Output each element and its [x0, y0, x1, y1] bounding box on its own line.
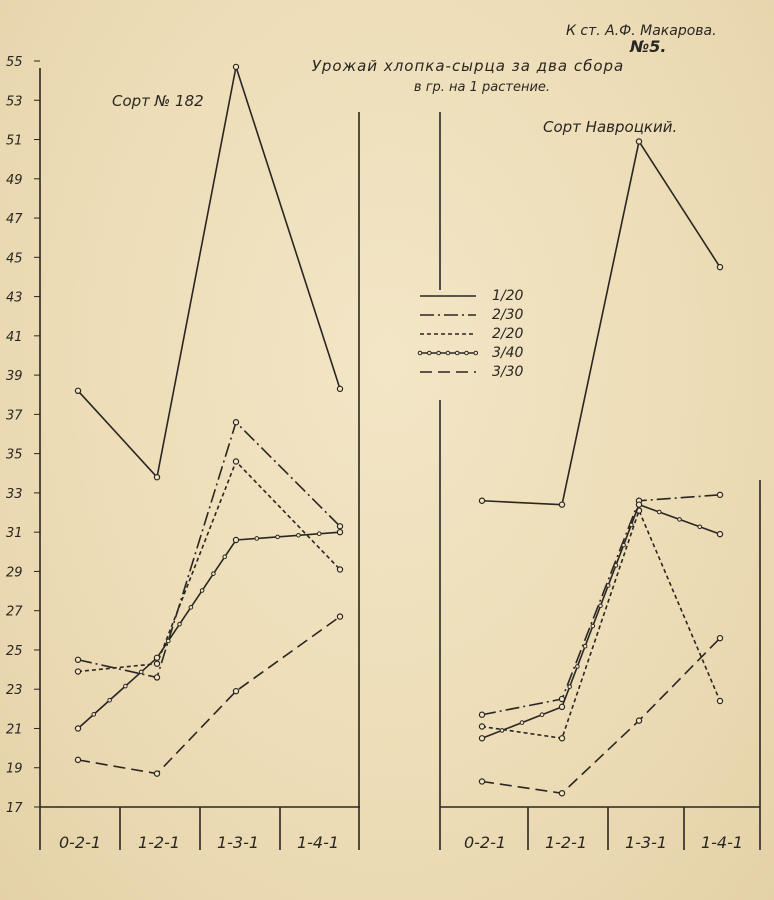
left-series-2-line: [78, 422, 340, 677]
right-series-4-bead: [606, 584, 610, 588]
right-series-5-point: [559, 791, 564, 796]
legend-swatch-bead: [455, 351, 459, 355]
left-series-5-line: [78, 617, 340, 774]
right-series-4-bead: [698, 525, 702, 529]
left-series-5-point: [75, 757, 80, 762]
left-series-2-point: [75, 657, 80, 662]
legend-label: 1/20: [492, 288, 524, 304]
right-series-3-point: [559, 736, 564, 741]
left-series-4-line: [78, 532, 340, 728]
y-tick-label: 31: [6, 526, 23, 542]
y-tick-label: 41: [6, 329, 23, 345]
right-series-5-line: [482, 638, 720, 793]
left-series-2-point: [233, 420, 238, 425]
legend-swatch-bead: [474, 351, 478, 355]
y-tick-label: 47: [6, 212, 23, 228]
y-tick-label: 29: [6, 565, 23, 581]
left-x-tick: 1-4-1: [296, 833, 340, 852]
legend: [418, 288, 523, 380]
left-series-4-bead: [276, 535, 280, 539]
y-tick-label: 39: [6, 369, 23, 385]
y-tick-label: 27: [6, 604, 23, 620]
right-series-3-line: [482, 511, 720, 739]
legend-swatch-bead: [446, 351, 450, 355]
right-series-group: [479, 139, 722, 796]
right-series-1-point: [559, 502, 564, 507]
left-series-1-point: [154, 475, 159, 480]
legend-swatch-bead: [437, 351, 441, 355]
right-series-4-bead: [540, 713, 544, 717]
left-series-4-bead: [124, 684, 128, 688]
left-series-4-point: [75, 726, 80, 731]
left-series-4-bead: [212, 572, 216, 576]
y-tick-label: 45: [6, 251, 23, 267]
y-tick-label: 37: [6, 408, 23, 424]
right-series-3-point: [717, 698, 722, 703]
right-x-tick: 1-2-1: [544, 833, 588, 852]
left-series-3-point: [75, 669, 80, 674]
figure-number: №5.: [630, 37, 667, 56]
right-series-1-point: [717, 265, 722, 270]
legend-label: 3/40: [492, 345, 524, 361]
left-series-2-point: [337, 524, 342, 529]
left-series-4-point: [233, 537, 238, 542]
right-series-1-point: [479, 498, 484, 503]
left-series-4-bead: [166, 639, 170, 643]
right-series-4-bead: [583, 644, 587, 648]
y-tick-label: 25: [6, 643, 23, 659]
right-series-4-bead: [520, 721, 524, 725]
left-series-5-point: [233, 689, 238, 694]
right-series-5-point: [717, 636, 722, 641]
right-series-4-bead: [599, 604, 603, 608]
right-series-5-point: [636, 718, 641, 723]
left-series-3-point: [233, 459, 238, 464]
legend-label: 3/30: [492, 364, 524, 380]
right-series-5-point: [479, 779, 484, 784]
y-tick-label: 35: [6, 447, 23, 463]
left-series-1-point: [337, 386, 342, 391]
right-x-tick: 0-2-1: [463, 833, 507, 852]
left-series-3-line: [78, 461, 340, 671]
legend-swatch-bead: [428, 351, 432, 355]
right-series-2-point: [717, 492, 722, 497]
y-tick-label: 49: [6, 172, 23, 188]
right-series-4-point: [559, 704, 564, 709]
left-series-2-point: [154, 675, 159, 680]
left-x-tick: 0-2-1: [58, 833, 102, 852]
left-series-1-point: [75, 388, 80, 393]
y-tick-label: 53: [6, 94, 23, 110]
right-series-4-bead: [591, 624, 595, 628]
right-series-4-bead: [630, 523, 634, 527]
legend-label: 2/30: [492, 307, 524, 323]
right-series-1-point: [636, 139, 641, 144]
left-series-4-bead: [139, 670, 143, 674]
left-x-tick: 1-3-1: [216, 833, 260, 852]
chart-subtitle: в гр. на 1 растение.: [413, 80, 551, 95]
left-series-4-bead: [92, 713, 96, 717]
right-series-4-point: [717, 532, 722, 537]
right-series-4-bead: [622, 543, 626, 547]
y-ticks: [6, 55, 40, 816]
left-series-4-point: [337, 530, 342, 535]
left-series-4-bead: [200, 589, 204, 593]
panel-title-right: Сорт Навроцкий.: [543, 118, 678, 136]
y-tick-label: 19: [6, 761, 23, 777]
right-series-4-bead: [500, 729, 504, 733]
right-series-4-bead: [657, 510, 661, 514]
y-tick-label: 21: [6, 722, 23, 738]
right-series-2-point: [479, 712, 484, 717]
axes: [40, 68, 760, 850]
right-series-4-bead: [576, 665, 580, 669]
left-x-ticks: [59, 833, 339, 852]
right-series-4-bead: [678, 518, 682, 522]
right-series-4-point: [636, 502, 641, 507]
right-x-tick: 1-4-1: [700, 833, 744, 852]
right-series-4-point: [479, 736, 484, 741]
left-series-4-bead: [297, 533, 301, 537]
right-series-3-point: [479, 724, 484, 729]
left-series-4-bead: [317, 532, 321, 536]
left-series-1-point: [233, 64, 238, 69]
y-tick-label: 51: [6, 133, 23, 149]
left-series-1-line: [78, 67, 340, 477]
y-tick-label: 43: [6, 290, 23, 306]
y-tick-label: 55: [6, 55, 23, 70]
chart-title: Урожай хлопка-сырца за два сбора: [311, 57, 625, 75]
left-series-4-bead: [189, 606, 193, 610]
right-series-4-bead: [568, 685, 572, 689]
left-series-4-bead: [108, 698, 112, 702]
right-x-tick: 1-3-1: [624, 833, 668, 852]
y-tick-label: 17: [6, 801, 23, 816]
right-x-ticks: [464, 833, 743, 852]
left-series-3-point: [337, 567, 342, 572]
left-series-group: [75, 64, 342, 776]
left-series-4-bead: [255, 537, 259, 541]
legend-label: 2/20: [492, 326, 524, 342]
y-tick-label: 23: [6, 683, 23, 699]
left-x-tick: 1-2-1: [137, 833, 181, 852]
author-note: К ст. А.Ф. Макарова.: [566, 23, 717, 39]
left-series-4-point: [154, 655, 159, 660]
left-series-4-bead: [223, 555, 227, 559]
legend-swatch-bead: [465, 351, 469, 355]
left-series-5-point: [337, 614, 342, 619]
y-tick-label: 33: [6, 486, 23, 502]
left-series-3-point: [154, 661, 159, 666]
right-series-4-bead: [614, 564, 618, 568]
left-series-5-point: [154, 771, 159, 776]
legend-swatch-bead: [418, 351, 422, 355]
right-series-1-line: [482, 141, 720, 504]
panel-title-left: Сорт № 182: [112, 92, 204, 110]
left-series-4-bead: [178, 622, 182, 626]
